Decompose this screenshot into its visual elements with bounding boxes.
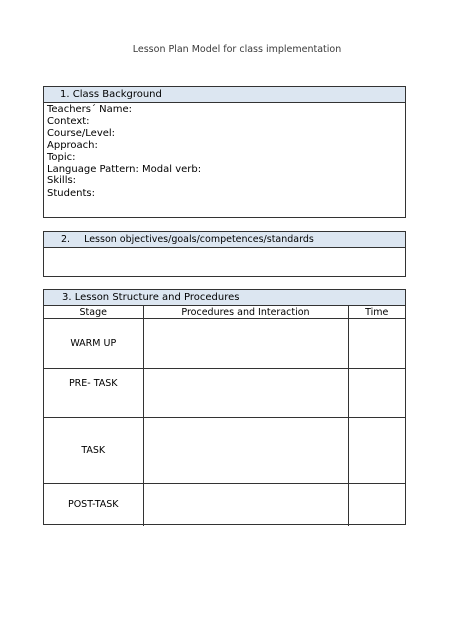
table-row xyxy=(44,418,405,484)
time-cell xyxy=(348,319,405,369)
time-cell xyxy=(348,484,405,526)
procedures-cell xyxy=(143,319,348,369)
table-row xyxy=(44,484,405,526)
stage-warm-up: WARM UP xyxy=(44,319,143,369)
class-background-heading: 1. Class Background xyxy=(44,87,405,103)
lesson-structure-table xyxy=(44,306,405,526)
time-column-header: Time xyxy=(348,306,405,319)
table-header-row xyxy=(44,306,405,319)
document-title: Lesson Plan Model for class implementation xyxy=(132,44,342,55)
procedures-column-header: Procedures and Interaction xyxy=(143,306,348,319)
lesson-objectives-section xyxy=(43,231,406,277)
lesson-objectives-number: 2. xyxy=(61,234,71,245)
language-pattern-field: Language Pattern: Modal verb: xyxy=(47,163,202,175)
stage-column-header: Stage xyxy=(44,306,143,319)
teachers-name-field: Teachers´ Name: xyxy=(47,104,133,115)
lesson-structure-section xyxy=(43,289,406,525)
topic-field: Topic: xyxy=(47,151,76,163)
class-background-section xyxy=(43,86,406,218)
lesson-objectives-heading: Lesson objectives/goals/competences/standards xyxy=(84,234,314,245)
stage-task: TASK xyxy=(44,418,143,484)
table-row xyxy=(44,369,405,418)
time-cell xyxy=(348,369,405,418)
stage-pre-task: PRE- TASK xyxy=(44,369,143,418)
stage-post-task: POST-TASK xyxy=(44,484,143,526)
context-field: Context: xyxy=(47,115,90,127)
course-level-field: Course/Level: xyxy=(47,127,116,139)
procedures-cell xyxy=(143,484,348,526)
procedures-cell xyxy=(143,369,348,418)
table-row xyxy=(44,319,405,369)
time-cell xyxy=(348,418,405,484)
procedures-cell xyxy=(143,418,348,484)
lesson-objectives-heading-row xyxy=(44,232,405,248)
students-field: Students: xyxy=(47,188,95,200)
approach-field: Approach: xyxy=(47,139,98,151)
lesson-structure-heading: 3. Lesson Structure and Procedures xyxy=(44,290,405,306)
skills-field: Skills: xyxy=(47,175,77,187)
class-background-fields xyxy=(44,103,405,200)
